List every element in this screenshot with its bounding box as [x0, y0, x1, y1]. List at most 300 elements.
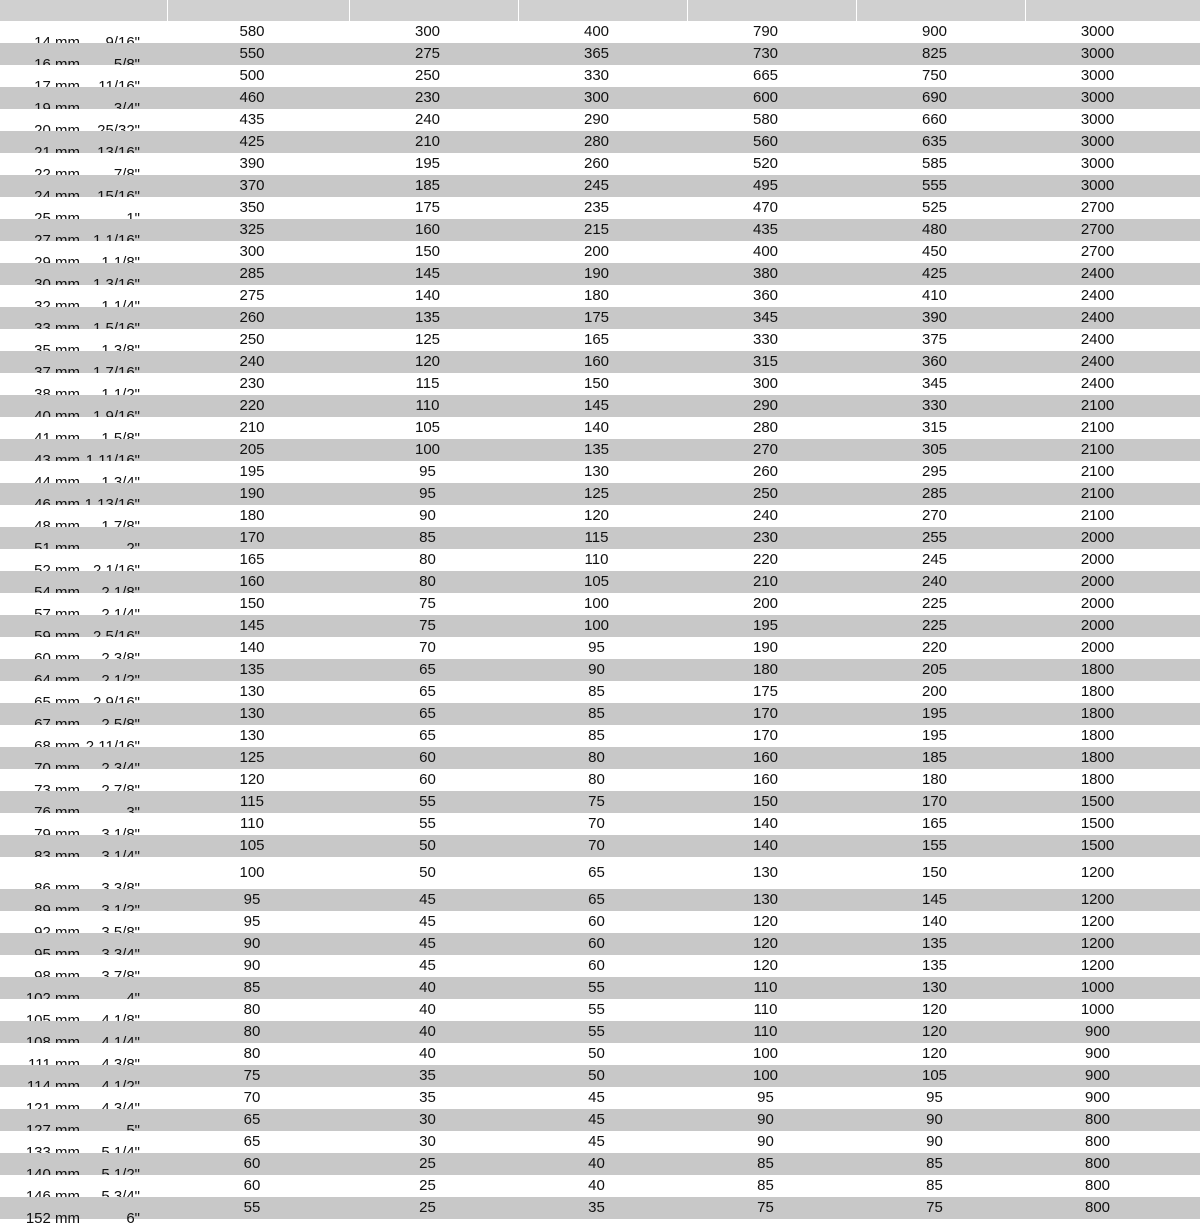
value-cell-col-4: 85 [687, 1153, 856, 1175]
value-cell-col-4: 170 [687, 703, 856, 725]
value-cell-col-5: 205 [856, 659, 1025, 681]
table-row [0, 747, 1200, 769]
value-cell-col-2: 65 [349, 725, 518, 747]
value-cell-col-4: 85 [687, 1175, 856, 1197]
value-cell-col-4: 100 [687, 1065, 856, 1087]
value-cell-col-5: 825 [856, 43, 1025, 65]
value-cell-col-4: 120 [687, 955, 856, 977]
value-cell-col-3: 60 [518, 933, 687, 955]
value-cell-col-4: 665 [687, 65, 856, 87]
value-cell-col-4: 200 [687, 593, 856, 615]
value-cell-col-3: 50 [518, 1043, 687, 1065]
value-cell-col-4: 790 [687, 21, 856, 43]
value-cell-col-1: 205 [167, 439, 349, 461]
value-cell-col-6: 2100 [1025, 417, 1200, 439]
value-cell-col-3: 135 [518, 439, 687, 461]
value-cell-col-5: 345 [856, 373, 1025, 395]
value-cell-col-6: 3000 [1025, 131, 1200, 153]
value-cell-col-2: 50 [349, 835, 518, 857]
value-cell-col-1: 250 [167, 329, 349, 351]
value-cell-col-3: 40 [518, 1153, 687, 1175]
value-cell-col-3: 200 [518, 241, 687, 263]
value-cell-col-1: 190 [167, 483, 349, 505]
table-row [0, 175, 1200, 197]
table-row [0, 615, 1200, 637]
value-cell-col-5: 155 [856, 835, 1025, 857]
value-cell-col-5: 240 [856, 571, 1025, 593]
value-cell-col-4: 730 [687, 43, 856, 65]
size-cell [0, 483, 167, 505]
value-cell-col-4: 175 [687, 681, 856, 703]
value-cell-col-6: 2000 [1025, 593, 1200, 615]
value-cell-col-3: 215 [518, 219, 687, 241]
value-cell-col-4: 280 [687, 417, 856, 439]
value-cell-col-1: 135 [167, 659, 349, 681]
size-cell [0, 351, 167, 373]
value-cell-col-2: 210 [349, 131, 518, 153]
size-cell [0, 1197, 167, 1227]
value-cell-col-5: 200 [856, 681, 1025, 703]
size-cell [0, 439, 167, 461]
value-cell-col-1: 325 [167, 219, 349, 241]
value-cell-col-3: 70 [518, 835, 687, 857]
value-cell-col-4: 110 [687, 999, 856, 1021]
value-cell-col-5: 525 [856, 197, 1025, 219]
value-cell-col-2: 80 [349, 549, 518, 571]
value-cell-col-1: 370 [167, 175, 349, 197]
value-cell-col-3: 125 [518, 483, 687, 505]
value-cell-col-6: 2000 [1025, 549, 1200, 571]
value-cell-col-5: 330 [856, 395, 1025, 417]
value-cell-col-3: 365 [518, 43, 687, 65]
value-cell-col-3: 100 [518, 593, 687, 615]
value-cell-col-4: 240 [687, 505, 856, 527]
value-cell-col-2: 250 [349, 65, 518, 87]
value-cell-col-4: 270 [687, 439, 856, 461]
table-row [0, 835, 1200, 857]
value-cell-col-4: 100 [687, 1043, 856, 1065]
value-cell-col-4: 360 [687, 285, 856, 307]
value-cell-col-4: 560 [687, 131, 856, 153]
table-row [0, 439, 1200, 461]
value-cell-col-4: 470 [687, 197, 856, 219]
value-cell-col-3: 55 [518, 999, 687, 1021]
value-cell-col-1: 550 [167, 43, 349, 65]
value-cell-col-1: 70 [167, 1087, 349, 1109]
value-cell-col-5: 195 [856, 725, 1025, 747]
value-cell-col-5: 410 [856, 285, 1025, 307]
size-cell [0, 681, 167, 703]
value-cell-col-3: 150 [518, 373, 687, 395]
value-cell-col-2: 230 [349, 87, 518, 109]
value-cell-col-1: 240 [167, 351, 349, 373]
value-cell-col-4: 130 [687, 857, 856, 889]
value-cell-col-5: 225 [856, 593, 1025, 615]
value-cell-col-4: 150 [687, 791, 856, 813]
value-cell-col-4: 120 [687, 911, 856, 933]
value-cell-col-3: 140 [518, 417, 687, 439]
value-cell-col-2: 85 [349, 527, 518, 549]
value-cell-col-4: 260 [687, 461, 856, 483]
value-cell-col-6: 2000 [1025, 527, 1200, 549]
size-cell [0, 1021, 167, 1043]
size-cell [0, 933, 167, 955]
value-cell-col-1: 260 [167, 307, 349, 329]
value-cell-col-6: 800 [1025, 1109, 1200, 1131]
value-cell-col-4: 315 [687, 351, 856, 373]
size-cell [0, 197, 167, 219]
value-cell-col-1: 285 [167, 263, 349, 285]
value-cell-col-5: 135 [856, 955, 1025, 977]
size-cell [0, 857, 167, 889]
table-row [0, 725, 1200, 747]
table-row [0, 241, 1200, 263]
value-cell-col-4: 75 [687, 1197, 856, 1219]
value-cell-col-1: 80 [167, 1043, 349, 1065]
value-cell-col-1: 180 [167, 505, 349, 527]
value-cell-col-5: 480 [856, 219, 1025, 241]
table-row [0, 527, 1200, 549]
size-cell [0, 395, 167, 417]
size-cell [0, 977, 167, 999]
value-cell-col-3: 55 [518, 1021, 687, 1043]
value-cell-col-1: 160 [167, 571, 349, 593]
value-cell-col-6: 1000 [1025, 977, 1200, 999]
value-cell-col-2: 45 [349, 933, 518, 955]
value-cell-col-2: 175 [349, 197, 518, 219]
value-cell-col-6: 1800 [1025, 769, 1200, 791]
value-cell-col-2: 65 [349, 681, 518, 703]
size-cell [0, 263, 167, 285]
value-cell-col-5: 225 [856, 615, 1025, 637]
value-cell-col-3: 180 [518, 285, 687, 307]
table-row [0, 505, 1200, 527]
value-cell-col-2: 40 [349, 1043, 518, 1065]
size-cell [0, 153, 167, 175]
table-header [0, 0, 1200, 21]
value-cell-col-4: 300 [687, 373, 856, 395]
value-cell-col-2: 160 [349, 219, 518, 241]
value-cell-col-2: 195 [349, 153, 518, 175]
header-row [0, 0, 1200, 21]
table-row [0, 1021, 1200, 1043]
value-cell-col-5: 750 [856, 65, 1025, 87]
table-row [0, 87, 1200, 109]
value-cell-col-2: 65 [349, 659, 518, 681]
value-cell-col-3: 300 [518, 87, 687, 109]
table-row [0, 461, 1200, 483]
value-cell-col-6: 1500 [1025, 835, 1200, 857]
value-cell-col-1: 95 [167, 911, 349, 933]
size-cell [0, 1043, 167, 1065]
value-cell-col-1: 210 [167, 417, 349, 439]
value-cell-col-2: 40 [349, 999, 518, 1021]
value-cell-col-2: 115 [349, 373, 518, 395]
table-row [0, 889, 1200, 911]
value-cell-col-5: 135 [856, 933, 1025, 955]
table-body [0, 21, 1200, 1227]
header-cell-5 [856, 0, 1025, 21]
table-row [0, 43, 1200, 65]
table-row [0, 1109, 1200, 1131]
value-cell-col-6: 3000 [1025, 109, 1200, 131]
value-cell-col-6: 2100 [1025, 439, 1200, 461]
size-cell [0, 461, 167, 483]
value-cell-col-2: 60 [349, 769, 518, 791]
value-cell-col-1: 75 [167, 1065, 349, 1087]
value-cell-col-3: 50 [518, 1065, 687, 1087]
value-cell-col-5: 85 [856, 1153, 1025, 1175]
size-cell [0, 1109, 167, 1131]
value-cell-col-4: 90 [687, 1109, 856, 1131]
value-cell-col-5: 425 [856, 263, 1025, 285]
value-cell-col-2: 35 [349, 1065, 518, 1087]
value-cell-col-3: 60 [518, 955, 687, 977]
value-cell-col-4: 140 [687, 835, 856, 857]
value-cell-col-2: 75 [349, 593, 518, 615]
value-cell-col-1: 195 [167, 461, 349, 483]
value-cell-col-6: 1800 [1025, 681, 1200, 703]
size-cell [0, 999, 167, 1021]
value-cell-col-5: 145 [856, 889, 1025, 911]
size-cell [0, 593, 167, 615]
value-cell-col-3: 400 [518, 21, 687, 43]
value-cell-col-1: 165 [167, 549, 349, 571]
value-cell-col-1: 435 [167, 109, 349, 131]
table-row [0, 593, 1200, 615]
value-cell-col-2: 95 [349, 483, 518, 505]
value-cell-col-5: 635 [856, 131, 1025, 153]
size-cell [0, 703, 167, 725]
value-cell-col-5: 220 [856, 637, 1025, 659]
size-cell [0, 43, 167, 65]
value-cell-col-4: 495 [687, 175, 856, 197]
value-cell-col-4: 130 [687, 889, 856, 911]
size-cell [0, 1175, 167, 1197]
size-cell [0, 615, 167, 637]
size-cell [0, 1065, 167, 1087]
table-row [0, 977, 1200, 999]
value-cell-col-2: 45 [349, 889, 518, 911]
value-cell-col-6: 800 [1025, 1175, 1200, 1197]
header-cell-4 [687, 0, 856, 21]
value-cell-col-5: 120 [856, 1043, 1025, 1065]
value-cell-col-3: 80 [518, 747, 687, 769]
value-cell-col-6: 2100 [1025, 395, 1200, 417]
value-cell-col-4: 110 [687, 977, 856, 999]
table-row [0, 955, 1200, 977]
value-cell-col-3: 40 [518, 1175, 687, 1197]
value-cell-col-6: 1500 [1025, 813, 1200, 835]
value-cell-col-6: 1000 [1025, 999, 1200, 1021]
value-cell-col-3: 260 [518, 153, 687, 175]
header-cell-2 [349, 0, 518, 21]
value-cell-col-2: 55 [349, 791, 518, 813]
value-cell-col-5: 375 [856, 329, 1025, 351]
value-cell-col-5: 75 [856, 1197, 1025, 1219]
value-cell-col-3: 160 [518, 351, 687, 373]
value-cell-col-1: 140 [167, 637, 349, 659]
value-cell-col-6: 900 [1025, 1043, 1200, 1065]
value-cell-col-1: 300 [167, 241, 349, 263]
size-cell [0, 527, 167, 549]
value-cell-col-6: 1800 [1025, 659, 1200, 681]
value-cell-col-1: 60 [167, 1153, 349, 1175]
value-cell-col-2: 50 [349, 857, 518, 889]
value-cell-col-5: 95 [856, 1087, 1025, 1109]
value-cell-col-6: 2400 [1025, 263, 1200, 285]
size-cell [0, 1153, 167, 1175]
value-cell-col-6: 900 [1025, 1087, 1200, 1109]
value-cell-col-3: 105 [518, 571, 687, 593]
value-cell-col-5: 360 [856, 351, 1025, 373]
value-cell-col-5: 270 [856, 505, 1025, 527]
table-row [0, 637, 1200, 659]
value-cell-col-2: 40 [349, 977, 518, 999]
table-row [0, 659, 1200, 681]
value-cell-col-3: 80 [518, 769, 687, 791]
value-cell-col-5: 120 [856, 1021, 1025, 1043]
value-cell-col-4: 345 [687, 307, 856, 329]
size-cell [0, 329, 167, 351]
value-cell-col-2: 145 [349, 263, 518, 285]
value-cell-col-2: 110 [349, 395, 518, 417]
value-cell-col-2: 185 [349, 175, 518, 197]
value-cell-col-5: 390 [856, 307, 1025, 329]
value-cell-col-4: 400 [687, 241, 856, 263]
size-cell [0, 549, 167, 571]
value-cell-col-5: 660 [856, 109, 1025, 131]
value-cell-col-2: 45 [349, 955, 518, 977]
table-row [0, 329, 1200, 351]
size-cell [0, 109, 167, 131]
value-cell-col-6: 2100 [1025, 483, 1200, 505]
value-cell-col-4: 195 [687, 615, 856, 637]
value-cell-col-6: 2400 [1025, 307, 1200, 329]
value-cell-col-3: 145 [518, 395, 687, 417]
value-cell-col-1: 150 [167, 593, 349, 615]
table-row [0, 21, 1200, 43]
value-cell-col-4: 160 [687, 769, 856, 791]
size-cell [0, 65, 167, 87]
value-cell-col-1: 460 [167, 87, 349, 109]
value-cell-col-3: 245 [518, 175, 687, 197]
table-row [0, 1175, 1200, 1197]
value-cell-col-5: 140 [856, 911, 1025, 933]
size-cell [0, 21, 167, 43]
value-cell-col-6: 1200 [1025, 857, 1200, 889]
value-cell-col-6: 3000 [1025, 43, 1200, 65]
value-cell-col-6: 800 [1025, 1153, 1200, 1175]
table-row [0, 263, 1200, 285]
value-cell-col-6: 1800 [1025, 747, 1200, 769]
size-cell [0, 725, 167, 747]
value-cell-col-6: 800 [1025, 1197, 1200, 1219]
value-cell-col-3: 65 [518, 889, 687, 911]
value-cell-col-5: 185 [856, 747, 1025, 769]
value-cell-col-3: 85 [518, 681, 687, 703]
value-cell-col-4: 180 [687, 659, 856, 681]
header-cell-size [0, 0, 167, 21]
value-cell-col-1: 80 [167, 1021, 349, 1043]
value-cell-col-5: 195 [856, 703, 1025, 725]
value-cell-col-4: 330 [687, 329, 856, 351]
value-cell-col-3: 45 [518, 1087, 687, 1109]
value-cell-col-6: 2400 [1025, 373, 1200, 395]
size-cell [0, 571, 167, 593]
value-cell-col-5: 555 [856, 175, 1025, 197]
value-cell-col-4: 95 [687, 1087, 856, 1109]
size-cell [0, 659, 167, 681]
table-row [0, 703, 1200, 725]
value-cell-col-2: 25 [349, 1197, 518, 1219]
table-row [0, 1197, 1200, 1219]
value-cell-col-1: 80 [167, 999, 349, 1021]
value-cell-col-6: 2700 [1025, 219, 1200, 241]
table-row [0, 285, 1200, 307]
value-cell-col-2: 275 [349, 43, 518, 65]
value-cell-col-6: 2400 [1025, 329, 1200, 351]
size-cell [0, 1087, 167, 1109]
size-cell [0, 373, 167, 395]
size-cell [0, 285, 167, 307]
table-row [0, 373, 1200, 395]
value-cell-col-3: 130 [518, 461, 687, 483]
value-cell-col-4: 250 [687, 483, 856, 505]
table-row [0, 933, 1200, 955]
size-cell [0, 307, 167, 329]
table-row [0, 395, 1200, 417]
value-cell-col-6: 1800 [1025, 725, 1200, 747]
value-cell-col-2: 35 [349, 1087, 518, 1109]
value-cell-col-6: 2400 [1025, 285, 1200, 307]
value-cell-col-1: 115 [167, 791, 349, 813]
table-row [0, 307, 1200, 329]
value-cell-col-6: 3000 [1025, 65, 1200, 87]
value-cell-col-6: 2000 [1025, 637, 1200, 659]
value-cell-col-6: 2400 [1025, 351, 1200, 373]
value-cell-col-5: 120 [856, 999, 1025, 1021]
table-row [0, 1065, 1200, 1087]
table-row [0, 417, 1200, 439]
value-cell-col-6: 1200 [1025, 933, 1200, 955]
table-row [0, 549, 1200, 571]
value-cell-col-5: 130 [856, 977, 1025, 999]
value-cell-col-1: 110 [167, 813, 349, 835]
value-cell-col-3: 85 [518, 725, 687, 747]
value-cell-col-4: 120 [687, 933, 856, 955]
table-row [0, 791, 1200, 813]
value-cell-col-1: 500 [167, 65, 349, 87]
value-cell-col-3: 115 [518, 527, 687, 549]
table-row [0, 1043, 1200, 1065]
size-cell [0, 637, 167, 659]
value-cell-col-6: 800 [1025, 1131, 1200, 1153]
value-cell-col-5: 585 [856, 153, 1025, 175]
value-cell-col-5: 150 [856, 857, 1025, 889]
value-cell-col-1: 65 [167, 1109, 349, 1131]
value-cell-col-3: 95 [518, 637, 687, 659]
value-cell-col-4: 290 [687, 395, 856, 417]
value-cell-col-4: 220 [687, 549, 856, 571]
value-cell-col-4: 190 [687, 637, 856, 659]
value-cell-col-6: 1200 [1025, 889, 1200, 911]
value-cell-col-6: 2000 [1025, 571, 1200, 593]
value-cell-col-1: 230 [167, 373, 349, 395]
value-cell-col-2: 25 [349, 1175, 518, 1197]
value-cell-col-6: 2000 [1025, 615, 1200, 637]
value-cell-col-3: 60 [518, 911, 687, 933]
